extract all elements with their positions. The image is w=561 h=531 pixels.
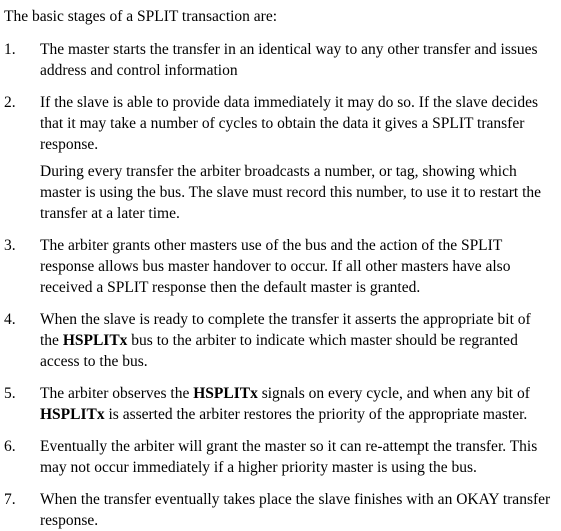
step-paragraph	[40, 489, 553, 531]
step-body	[40, 436, 553, 478]
text-run: If the slave is able to provide data immediately it may do so. If the slave decides that it may take a number of cycles to obtain the data it gives a SPLIT transfer response.	[40, 94, 538, 153]
text-run: Eventually the arbiter will grant the master so it can re-attempt the transfer. This may not occur immediately if a higher priority master is using the bus.	[40, 438, 538, 476]
step-paragraph	[40, 383, 553, 425]
list-item	[4, 39, 553, 81]
step-paragraph	[40, 161, 553, 224]
list-item	[4, 489, 553, 531]
text-run: The arbiter grants other masters use of the bus and the action of the SPLIT response allows bus master handover to occur. If all other masters have also received a SPLIT response then the default master is granted.	[40, 237, 511, 296]
step-paragraph	[40, 309, 553, 372]
list-item	[4, 309, 553, 372]
signal-name: HSPLITx	[62, 332, 128, 349]
step-body	[40, 489, 553, 531]
step-paragraph	[40, 39, 553, 81]
step-body	[40, 235, 553, 298]
text-run: During every transfer the arbiter broadcasts a number, or tag, showing which master is using the bus. The slave must record this number, to use it to restart the transfer at a later time.	[40, 163, 542, 222]
list-item	[4, 92, 553, 224]
intro-text: The basic stages of a SPLIT transaction are:	[4, 8, 278, 25]
list-item	[4, 436, 553, 478]
list-item	[4, 235, 553, 298]
step-number: 3.	[4, 237, 16, 254]
step-number: 7.	[4, 491, 16, 508]
step-body	[40, 39, 553, 81]
step-paragraph	[40, 436, 553, 478]
step-number: 2.	[4, 94, 16, 111]
text-run: signals on every cycle, and when any bit of	[257, 385, 530, 402]
step-body	[40, 309, 553, 372]
list-item	[4, 383, 553, 425]
text-run: bus to the arbiter to indicate which master should be regranted access to the bus.	[40, 332, 518, 370]
step-number: 1.	[4, 41, 16, 58]
signal-name: HSPLITx	[193, 385, 258, 402]
step-number: 6.	[4, 438, 16, 455]
text-run: The arbiter observes the	[40, 385, 194, 402]
text-run: The master starts the transfer in an identical way to any other transfer and issues address and control information	[40, 41, 538, 79]
text-run: When the transfer eventually takes place the slave finishes with an OKAY transfer response.	[40, 491, 551, 529]
step-number: 5.	[4, 385, 16, 402]
step-number: 4.	[4, 311, 16, 328]
text-run: is asserted the arbiter restores the priority of the appropriate master.	[104, 406, 528, 423]
step-body	[40, 383, 553, 425]
steps-list	[4, 39, 553, 531]
step-body	[40, 92, 553, 224]
signal-name: HSPLITx	[40, 406, 105, 423]
step-paragraph	[40, 92, 553, 155]
text-run: When the slave is ready to complete the transfer it asserts the appropriate bit of the	[40, 311, 531, 349]
step-paragraph	[40, 235, 553, 298]
